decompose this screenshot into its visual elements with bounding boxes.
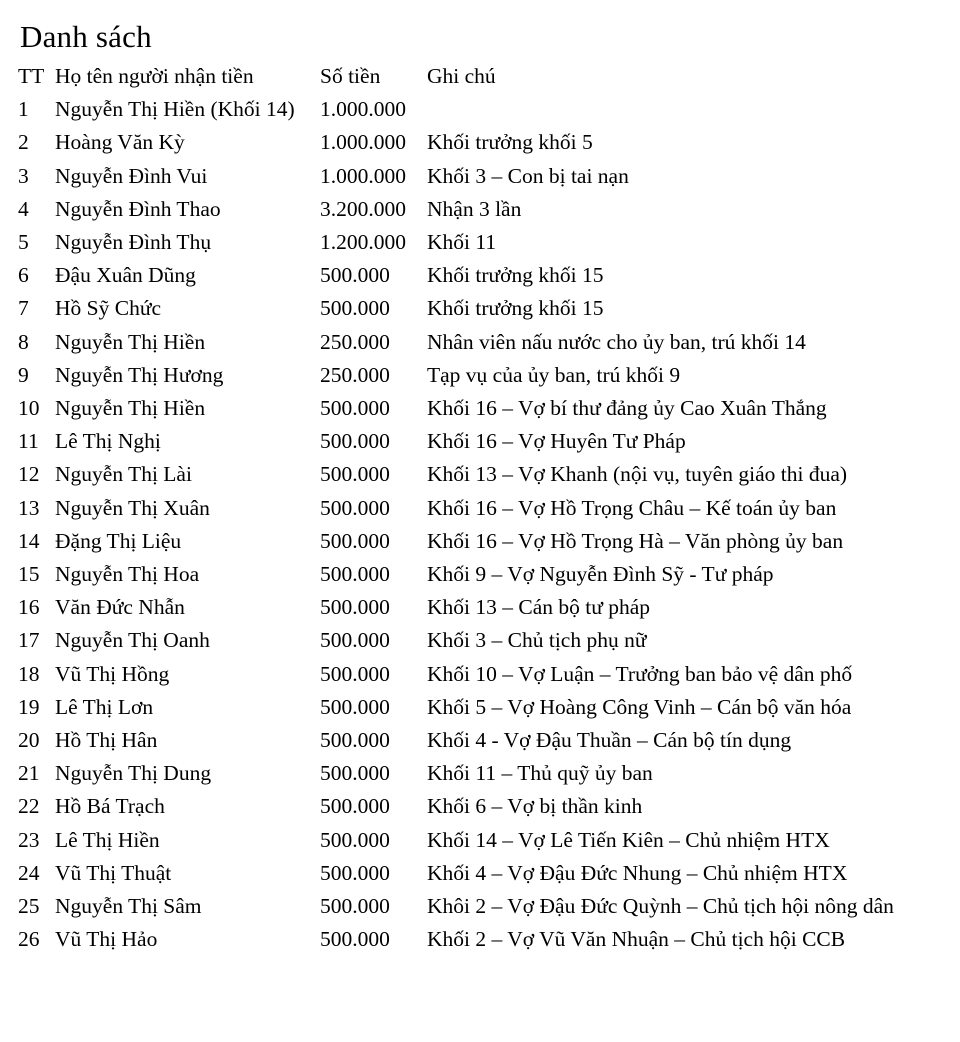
note-text: Khối trưởng khối 15 [427, 296, 604, 321]
table-row [18, 292, 958, 325]
note-text: Khối 16 – Vợ Hồ Trọng Hà – Văn phòng ủy ban [427, 528, 844, 553]
amount-value: 500.000 [320, 761, 390, 786]
table-row [18, 126, 958, 159]
recipient-name: Nguyễn Thị Hoa [55, 562, 200, 587]
note-text: Khối 16 – Vợ bí thư đảng ủy Cao Xuân Thắng [427, 396, 827, 421]
row-number: 16 [18, 595, 40, 620]
amount-value: 500.000 [320, 728, 390, 753]
note-text: Khối 3 – Chủ tịch phụ nữ [427, 628, 647, 653]
note-text: Khối trưởng khối 5 [427, 130, 593, 155]
row-number: 25 [18, 894, 40, 919]
recipient-name: Nguyễn Thị Lài [55, 462, 192, 487]
row-number: 13 [18, 495, 40, 520]
recipient-name: Nguyễn Thị Dung [55, 761, 212, 786]
row-number: 2 [18, 130, 29, 155]
row-number: 1 [18, 97, 29, 122]
recipient-name: Nguyễn Thị Hiền (Khối 14) [55, 97, 295, 122]
amount-value: 500.000 [320, 927, 390, 952]
note-text [427, 93, 958, 126]
note-text: Khôi 2 – Vợ Đậu Đức Quỳnh – Chủ tịch hội nông dân [427, 894, 894, 919]
row-number: 4 [18, 196, 29, 221]
note-text: Khối trưởng khối 15 [427, 263, 604, 288]
table-row [18, 923, 958, 956]
table-row [18, 226, 958, 259]
row-number: 19 [18, 694, 40, 719]
table-row [18, 790, 958, 823]
note-text: Tạp vụ của ủy ban, trú khối 9 [427, 362, 681, 387]
recipient-name: Hồ Bá Trạch [55, 794, 165, 819]
row-number: 17 [18, 628, 40, 653]
row-number: 24 [18, 860, 40, 885]
recipient-name: Văn Đức Nhẫn [55, 595, 185, 620]
row-number: 18 [18, 661, 40, 686]
row-number: 26 [18, 927, 40, 952]
recipient-name: Vũ Thị Hảo [55, 927, 158, 952]
table-row [18, 691, 958, 724]
amount-value: 1.000.000 [320, 163, 406, 188]
row-number: 14 [18, 528, 40, 553]
note-text: Nhân viên nấu nước cho ủy ban, trú khối 14 [427, 329, 806, 354]
row-number: 12 [18, 462, 40, 487]
amount-value: 500.000 [320, 396, 390, 421]
amount-value: 500.000 [320, 495, 390, 520]
note-text: Khối 4 – Vợ Đậu Đức Nhung – Chủ nhiệm HTX [427, 860, 848, 885]
table-row [18, 525, 958, 558]
table-row [18, 857, 958, 890]
recipient-name: Lê Thị Nghị [55, 429, 161, 454]
amount-value: 500.000 [320, 794, 390, 819]
note-text: Khối 10 – Vợ Luận – Trưởng ban bảo vệ dân phố [427, 661, 853, 686]
table-row [18, 492, 958, 525]
row-number: 7 [18, 296, 29, 321]
amount-value: 500.000 [320, 462, 390, 487]
table-row [18, 890, 958, 923]
row-number: 3 [18, 163, 29, 188]
note-text: Nhận 3 lần [427, 196, 522, 221]
table-row [18, 160, 958, 193]
column-header-amount: Số tiền [320, 64, 381, 88]
note-text: Khối 13 – Vợ Khanh (nội vụ, tuyên giáo thi đua) [427, 462, 848, 487]
table-row [18, 326, 958, 359]
note-text: Khối 13 – Cán bộ tư pháp [427, 595, 651, 620]
amount-value: 500.000 [320, 595, 390, 620]
note-text: Khối 4 - Vợ Đậu Thuần – Cán bộ tín dụng [427, 728, 792, 753]
table-row [18, 193, 958, 226]
note-text: Khối 16 – Vợ Hồ Trọng Châu – Kế toán ủy ban [427, 495, 837, 520]
amount-value: 500.000 [320, 528, 390, 553]
note-text: Khối 3 – Con bị tai nạn [427, 163, 629, 188]
table-row [18, 624, 958, 657]
page-title: Danh sách [20, 19, 152, 54]
note-text: Khối 16 – Vợ Huyên Tư Pháp [427, 429, 686, 454]
table-row [18, 392, 958, 425]
table-row [18, 724, 958, 757]
note-text: Khối 9 – Vợ Nguyễn Đình Sỹ - Tư pháp [427, 562, 774, 587]
recipient-name: Nguyễn Thị Hiền [55, 329, 206, 354]
column-header-note: Ghi chú [427, 64, 496, 88]
amount-value: 250.000 [320, 362, 390, 387]
recipient-name: Đặng Thị Liệu [55, 528, 182, 553]
note-text: Khối 5 – Vợ Hoàng Công Vinh – Cán bộ văn hóa [427, 694, 852, 719]
recipient-name: Nguyễn Thị Oanh [55, 628, 210, 653]
row-number: 11 [18, 429, 39, 454]
amount-value: 1.200.000 [320, 230, 406, 255]
amount-value: 500.000 [320, 628, 390, 653]
recipient-name: Nguyễn Đình Vui [55, 163, 208, 188]
table-row [18, 259, 958, 292]
amount-value: 500.000 [320, 562, 390, 587]
table-row [18, 757, 958, 790]
recipient-name: Nguyễn Đình Thụ [55, 230, 212, 255]
amount-value: 250.000 [320, 329, 390, 354]
table-body [18, 93, 958, 956]
row-number: 20 [18, 728, 40, 753]
row-number: 21 [18, 761, 40, 786]
row-number: 5 [18, 230, 29, 255]
recipient-name: Vũ Thị Hồng [55, 661, 170, 686]
row-number: 22 [18, 794, 40, 819]
amount-value: 500.000 [320, 694, 390, 719]
table-row [18, 425, 958, 458]
note-text: Khối 2 – Vợ Vũ Văn Nhuận – Chủ tịch hội CCB [427, 927, 846, 952]
recipient-name: Vũ Thị Thuật [55, 860, 172, 885]
recipient-name: Đậu Xuân Dũng [55, 263, 196, 288]
recipient-name: Lê Thị Hiền [55, 827, 160, 852]
table-row [18, 658, 958, 691]
amount-value: 500.000 [320, 296, 390, 321]
recipient-name: Nguyễn Đình Thao [55, 196, 221, 221]
recipient-name: Nguyễn Thị Sâm [55, 894, 202, 919]
amount-value: 500.000 [320, 263, 390, 288]
recipient-list-table [18, 60, 958, 956]
row-number: 15 [18, 562, 40, 587]
amount-value: 500.000 [320, 429, 390, 454]
row-number: 8 [18, 329, 29, 354]
table-row [18, 824, 958, 857]
table-row [18, 93, 958, 126]
row-number: 10 [18, 396, 40, 421]
table-header-row [18, 60, 958, 93]
amount-value: 500.000 [320, 661, 390, 686]
note-text: Khối 11 [427, 230, 497, 255]
amount-value: 3.200.000 [320, 196, 406, 221]
row-number: 6 [18, 263, 29, 288]
table-row [18, 359, 958, 392]
recipient-name: Nguyễn Thị Xuân [55, 495, 210, 520]
amount-value: 1.000.000 [320, 130, 406, 155]
amount-value: 500.000 [320, 894, 390, 919]
column-header-name: Họ tên người nhận tiền [55, 64, 254, 88]
column-header-tt: TT [18, 64, 45, 88]
amount-value: 500.000 [320, 827, 390, 852]
note-text: Khối 11 – Thủ quỹ ủy ban [427, 761, 653, 786]
table-row [18, 558, 958, 591]
note-text: Khối 14 – Vợ Lê Tiến Kiên – Chủ nhiệm HTX [427, 827, 830, 852]
table-row [18, 591, 958, 624]
amount-value: 1.000.000 [320, 97, 406, 122]
amount-value: 500.000 [320, 860, 390, 885]
recipient-name: Lê Thị Lơn [55, 694, 154, 719]
recipient-name: Hồ Thị Hân [55, 728, 158, 753]
recipient-name: Hoàng Văn Kỳ [55, 130, 185, 155]
row-number: 9 [18, 362, 29, 387]
recipient-name: Nguyễn Thị Hiền [55, 396, 206, 421]
table-row [18, 458, 958, 491]
recipient-name: Hồ Sỹ Chức [55, 296, 162, 321]
recipient-name: Nguyễn Thị Hương [55, 362, 224, 387]
note-text: Khối 6 – Vợ bị thần kinh [427, 794, 643, 819]
row-number: 23 [18, 827, 40, 852]
